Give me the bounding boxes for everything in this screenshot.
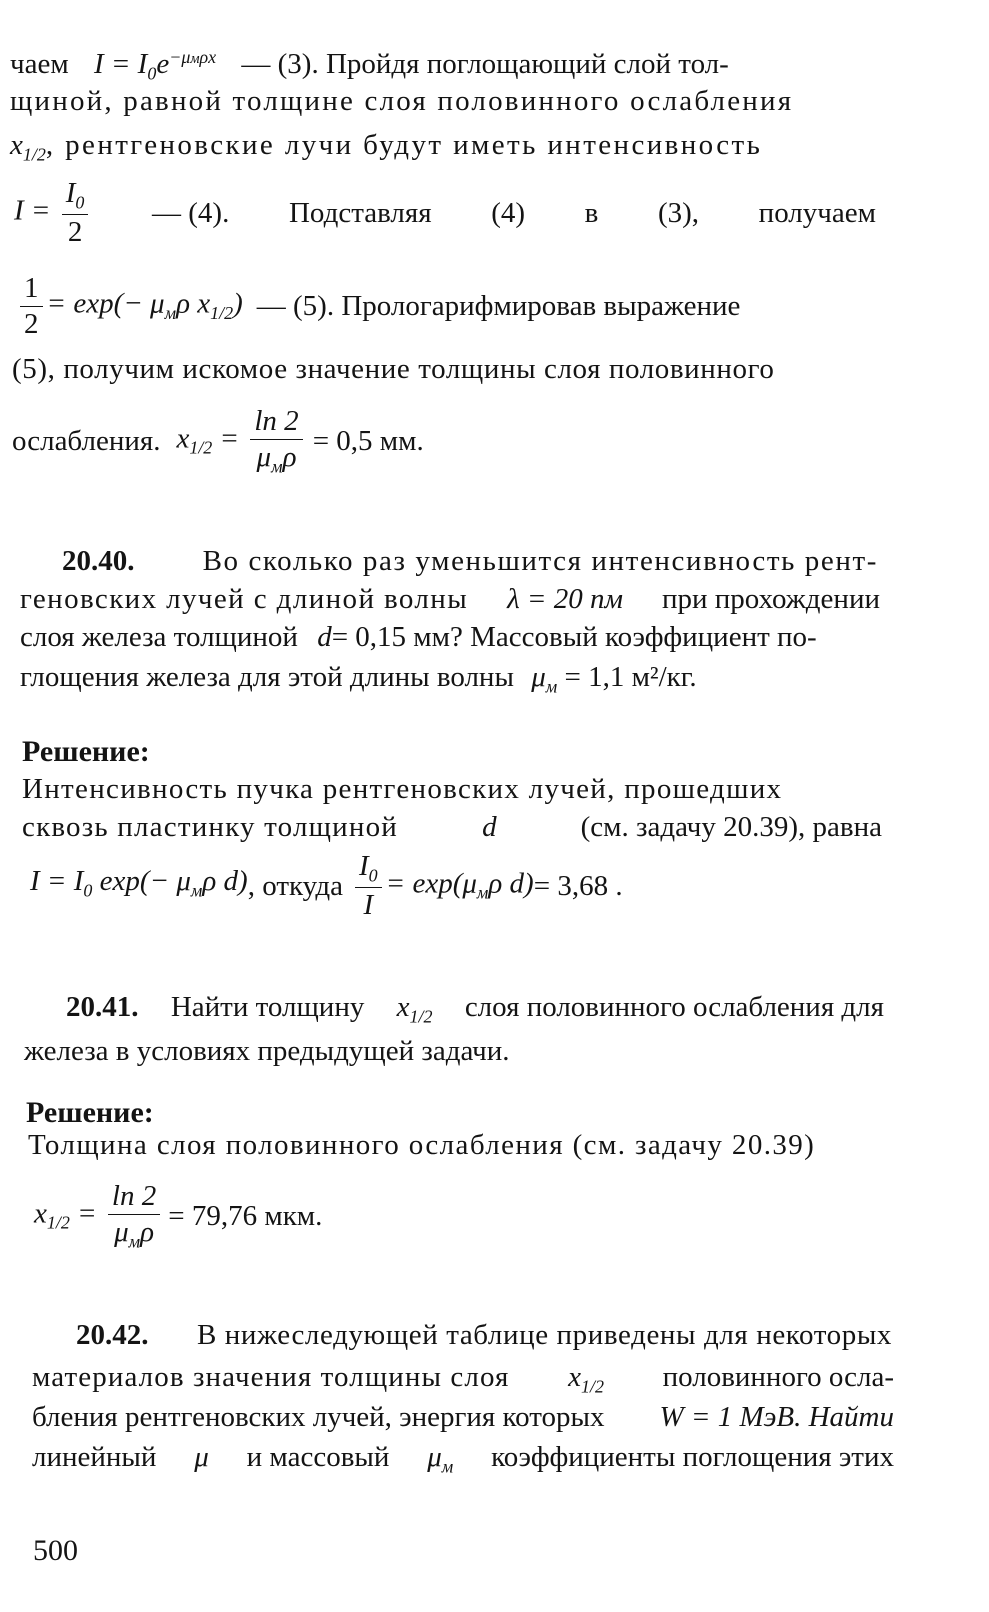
- intro-line-7: [12, 398, 424, 484]
- intro-text: (5), получим искомое значение толщины слоя половинного: [12, 353, 775, 385]
- intro-text: (3),: [657, 197, 700, 229]
- intro-line-6: [12, 352, 775, 386]
- intro-line-2: [10, 84, 880, 118]
- intro-line-1: [10, 40, 729, 90]
- result-text: = 3,68 .: [533, 870, 623, 902]
- page-number: 500: [33, 1534, 78, 1567]
- solution-text: , откуда: [247, 870, 343, 902]
- solution-20-41-line-1: [28, 1128, 815, 1162]
- problem-text: Во сколько раз уменьшится интенсивность рент-: [202, 545, 878, 577]
- formula-energy: W = 1 МэВ. Найти: [659, 1401, 894, 1433]
- solution-20-40-line-3: [30, 848, 623, 924]
- problem-text: железа в условиях предыдущей задачи.: [24, 1035, 510, 1067]
- intro-line-3: [10, 128, 880, 171]
- result-text: = 0,5 мм.: [312, 425, 424, 457]
- problem-20-42-line-2: [32, 1360, 894, 1403]
- problem-text: слоя железа толщиной: [20, 621, 298, 653]
- problem-20-40-line-1: [62, 544, 878, 578]
- problem-text: и массовый: [246, 1441, 390, 1473]
- intro-text: щиной, равной толщине слоя половинного ослабления: [10, 85, 794, 117]
- formula-x-half: $x_{1/2}$: [396, 991, 433, 1027]
- problem-20-40-line-3: [20, 620, 817, 654]
- solution-text: Толщина слоя половинного ослабления (см. задачу 20.39): [28, 1129, 816, 1161]
- problem-number: 20.41.: [66, 991, 139, 1023]
- formula-half-thickness: $x_{1/2}$ = $\frac{\ln 2}{\mu_м\rho}$: [176, 406, 306, 476]
- solution-text: Интенсивность пучка рентгеновских лучей, прошедших: [22, 773, 783, 805]
- intro-text: , рентгеновские лучи будут иметь интенсивность: [45, 129, 763, 161]
- formula-wavelength: λ = 20 пм: [507, 583, 623, 615]
- result-text: = 79,76 мкм.: [168, 1200, 323, 1232]
- intro-text: получаем: [758, 197, 876, 229]
- solution-20-40-line-2: [22, 810, 882, 844]
- solution-text: (см. задачу 20.39), равна: [580, 811, 882, 843]
- formula-x-half: $x_{1/2}$: [568, 1361, 604, 1397]
- problem-text: глощения железа для этой длины волны: [20, 661, 514, 693]
- formula-d: d: [317, 621, 332, 653]
- formula-mu-m: $\mu_м$: [531, 661, 558, 697]
- solution-20-40-line-1: [22, 772, 782, 806]
- formula-i-half: I = $\frac{I_0}{2}$: [14, 178, 92, 248]
- intro-text: чаем: [10, 47, 69, 80]
- formula-ratio: $\frac{I_0}{I}$ = $\exp(\mu_м\rho$ d): [351, 851, 534, 921]
- intro-text: в: [584, 197, 599, 229]
- problem-20-40-line-4: [20, 660, 697, 703]
- formula-intensity: $I = I_0$ $\exp(- \mu_м\rho$ d): [30, 865, 248, 901]
- problem-text: = 1,1 м²/кг.: [564, 661, 697, 693]
- intro-text: Подставляя: [288, 197, 432, 229]
- solution-heading: Решение:: [22, 735, 150, 768]
- formula-exp-half: $\frac{1}{2}$ = $\exp(- \mu_м\rho$ $x_{1/2}$): [16, 273, 243, 339]
- formula-half-thickness: $x_{1/2}$ = $\frac{\ln 2}{\mu_м\rho}$: [34, 1181, 164, 1251]
- problem-text: линейный: [32, 1441, 157, 1473]
- problem-20-42-line-3: [32, 1400, 894, 1434]
- problem-text: слоя половинного ослабления для: [464, 991, 884, 1023]
- problem-text: половинного осла-: [662, 1361, 894, 1393]
- solution-text: сквозь пластинку толщиной: [22, 811, 399, 843]
- intro-text: — (3). Пройдя поглощающий слой тол-: [241, 47, 729, 80]
- problem-20-41-line-1: [66, 990, 884, 1033]
- problem-20-42-line-4: [32, 1440, 894, 1483]
- solution-heading: Решение:: [26, 1096, 154, 1129]
- formula-d: d: [482, 811, 497, 843]
- problem-text: В нижеследующей таблице приведены для некоторых: [196, 1319, 892, 1351]
- problem-text: = 0,15 мм? Массовый коэффициент по-: [331, 621, 817, 653]
- problem-text: Найти толщину: [170, 991, 365, 1023]
- problem-text: коэффициенты поглощения этих: [491, 1441, 894, 1473]
- intro-line-4: [14, 178, 876, 248]
- formula-attenuation: $I = I_0e^{-\mu м\rho x}$: [93, 47, 217, 84]
- intro-text: (4): [491, 197, 526, 229]
- formula-mu-m: $\mu_м$: [427, 1441, 454, 1477]
- problem-number: 20.40.: [62, 545, 135, 577]
- intro-text: — (5). Прологарифмировав выражение: [256, 290, 741, 322]
- intro-text: ослабления.: [12, 425, 161, 457]
- intro-line-5: [16, 268, 740, 344]
- problem-text: при прохождении: [662, 583, 880, 615]
- problem-20-40-line-2: [20, 582, 880, 616]
- solution-20-41-line-2: [34, 1172, 322, 1260]
- problem-text: геновских лучей с длиной волны: [20, 583, 469, 615]
- formula-x-half: $x_{1/2}$: [10, 129, 46, 165]
- problem-20-42-line-1: [76, 1318, 892, 1352]
- eq-tag: — (4).: [152, 197, 230, 229]
- problem-text: бления рентгеновских лучей, энергия которых: [32, 1401, 605, 1433]
- problem-20-41-line-2: [24, 1034, 510, 1068]
- formula-mu: μ: [194, 1441, 209, 1473]
- problem-text: материалов значения толщины слоя: [32, 1361, 510, 1393]
- problem-number: 20.42.: [76, 1319, 149, 1351]
